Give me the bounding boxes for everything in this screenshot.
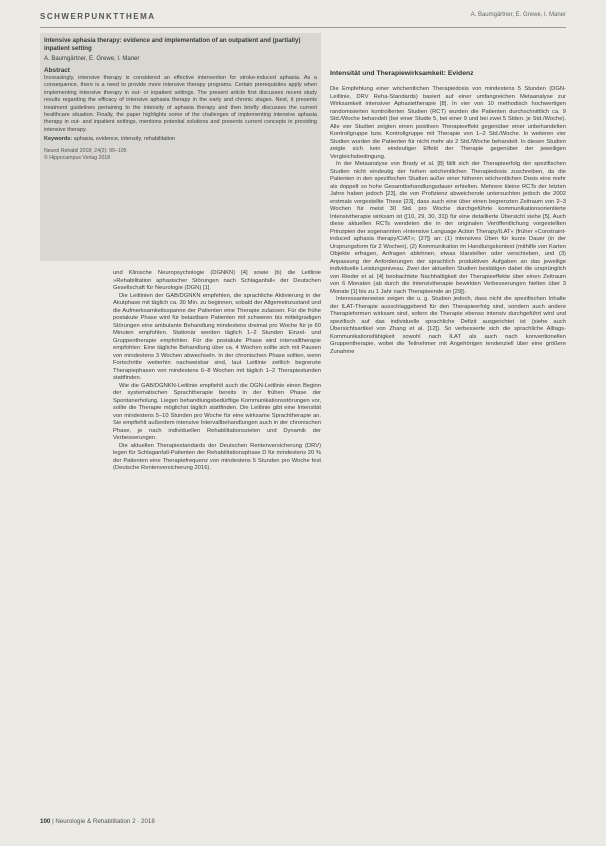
paragraph: Die Empfehlung einer wöchentlichen Therapiedosis von mindestens 5 Stunden (DGN-Leitlinie, DRV Reha-Standards) basiert auf einer umfangreichen Metaanalyse zur Wirksamkeit intensiver Aphasietherapie [8]. In vier von 10 methodisch hochwertigen randomisierten kontrollierten Studien (RCT) wurden die Patienten durchschnittlich ca. 9 Std./Woche behandelt (bei einer Studie 5, bei einer 9 und bei zwei 5 Stden. je Std./Woche). Alle vier Studien zeigten einen positiven Therapieeffekt gegenüber einer unbehandelten Kontrollgruppe bzw. Kontrollgruppe mit Therapie von 1–2 Std./Woche. In weiteren vier Studien wurden die Patienten für nicht mehr als 2 Std./Woche behandelt. In diesen Studien zeigte sich kein eindeutiger Effekt der Therapie gegenüber der jeweiligen Vergleichsbedingung. xyxy=(330,86,566,160)
paragraph: und Klinische Neuropsychologie (DGNKN) [4] sowie (b) die Leitlinie »Rehabilitation aphasischer Störungen nach Schlaganfall« der Deutschen Gesellschaft für Neurologie (DGN) [1]. xyxy=(113,270,321,291)
copyright: © Hippocampus Verlag 2018 xyxy=(44,154,111,161)
keywords-line xyxy=(44,136,317,143)
page-footer xyxy=(40,818,155,825)
right-body-column xyxy=(330,86,566,846)
citation-info xyxy=(44,148,317,162)
english-abstract-box xyxy=(40,33,321,261)
section-heading: Intensität und Therapiewirksamkeit: Evidenz xyxy=(330,70,474,77)
article-title-en: Intensive aphasia therapy: evidence and implementation of an outpatient and (partially) inpatient setting xyxy=(44,37,301,52)
running-authors: A. Baumgärtner, E. Grewe, I. Maner xyxy=(470,12,566,18)
page-header xyxy=(40,12,566,26)
paragraph: In der Metaanalyse von Brady et al. [8] fällt sich der Therapieerfolg der spezifischen Studien nicht eindeutig der hohen wöchentlichen Therapiedosis zuschreiben, da die Patienten in den spezifischen Studien außer einer höheren wöchentlichen Dosis eine mehr als doppelt so hohe Gesamtbehandlungsdauer erhielten. Mehrere kleine RCTs der letzten Jahre haben jedoch [23], die von Profizienz abweichende untersuchten jedoch die 2002 erstmals vorgestellte These [23], dass auch eine über einen begrenzten Zeitraum von 2–3 Wochen für meist 30 Std. pro Woche durchgeführte kommunikationsorientierte Intensivtherapie wirksam ist ([10, 29, 30, 31]) für eine detaillierte Übersicht siehe [5]. Auch diese aktuellen RCTs wendeten die in der originalen Veröffentlichung vorgestellten Prinzipien der sogenannten »Intensive Language Action Therapy/ILAT« (früher »Constraint-induced aphasia therapy/CIAT«; [27]) an: (1) intensives Üben für kurze Dauer (in der Ursprungsform für 2 Wochen), (2) Kommunikation im Handlungskontext (mithilfe von Karten Objekte erfragen, Anfragen ablehnen, etwas klarstellen oder verschieben, und (3) Anpassung der Anforderungen der sprachlich produktiven Aufgaben an das jeweilige individuelle Leistungsniveau. Zwei der aktuellen Studien bestätigen dabei die ursprünglich von Rieder et al. [4] beobachtete Nachhaltigkeit der Therapieeffekte über einen Zeitraum von 6 Monaten (ab durch die Intensivtherapie bewirkten Verbesserungen hielten über 3 Monate [1] bis zu 1 Jahr nach Therapieende an [29]). xyxy=(330,161,566,295)
paragraph: Interessanterweise zeigen die u. g. Studien jedoch, dass nicht die spezifischen Inhalte der ILAT-Therapie ausschlaggebend für den Therapieerfolg sind, sondern auch andere Therapieformen wirksam sind, sofern die Therapie ebenso intensiv durchgeführt wird und spezifisch auf das individuelle sprachliche Defizit ausgerichtet ist (siehe auch Übersichtsartikel von Zhang et al. [12]). So verbesserte sich die sprachliche Alltags-Kommunikationsfähigkeit sowohl nach ILAT als auch nach konventionellen Gruppentherapie, wobei die Teilnehmer mit Angehörigen tendenziell über eine größere Zunahme xyxy=(330,296,566,355)
left-body-column xyxy=(113,270,321,810)
abstract-heading: Abstract xyxy=(44,67,70,74)
article-authors: A. Baumgärtner, E. Grewe, I. Maner xyxy=(44,56,140,62)
keywords-label: Keywords: xyxy=(44,136,73,143)
paragraph: Die aktuellen Therapiestandards der Deutschen Rentenversicherung (DRV) legen für Schlaganfall-Patienten der Rehabilitationsphase D für mindestens 20 % der Patienten eine Therapiefrequenz von mindestens 5 Stunden pro Woche fest (Deutsche Rentenversicherung 2016). xyxy=(113,442,321,471)
paragraph: Wie die GAB/DGNKN-Leitlinie empfiehlt auch die DGN-Leitlinie einen Beginn der systematischen Sprachtherapie bereits in der frühen Phase der Spontanerholung. Liegen behandlungsbedürftige Kommunikationsstörungen vor, sollte die Therapie möglichst täglich stattfinden. Die Leitlinie gibt eine Intensität von mindestens 5–10 Stunden pro Woche für eine wirksame Sprachtherapie an. Sie empfiehlt außerdem intensive Intervallbehandlungen auch in der chronischen Phase, je nach individuellen Rehabilitationszielen und Dynamik der Verbesserungen. xyxy=(113,382,321,441)
keywords-text: aphasia, evidence, intensity, rehabilitation xyxy=(73,136,176,143)
header-rule xyxy=(40,27,566,28)
citation: Neurol Rehabil 2018; 24(2): 99–105 xyxy=(44,147,127,154)
page-number: 100 xyxy=(40,818,51,825)
section-tag: SCHWERPUNKTTHEMA xyxy=(40,12,156,21)
abstract-text: Increasingly, intensive therapy is considered an effective intervention for stroke-induced aphasia. As a consequence, there is a need to provide more intensive therapy programs. Certain prerequisites apply when implementing intensive therapy in out- or inpatient settings. The present article first discusses recent study results regarding the efficacy of intensive aphasia therapy in the early and chronic stages. Next, it presents treatment guidelines pertaining to the intensity of aphasia therapy and then briefly discusses the current healthcare situation. Finally, the paper highlights some of the challenges of implementing intensive aphasia therapy in out- and inpatient settings, mentions potential solutions and presents current concepts in providing intensive therapy. xyxy=(44,75,317,133)
paragraph: Die Leitlinien der GAB/DGNKN empfehlen, die sprachliche Aktivierung in der Akutphase mit täglich ca. 30 Min. zu beginnen, sobald der Allgemeinzustand und die Aufmerksamkeitsspanne der Patienten eine Therapie zulassen. Für die frühe postakute Phase wird für belastbare Patienten mit schweren bis mittelgradigen Störungen eine ambulante Behandlung mindestens dreimal pro Woche für je 60 Minuten empfohlen. Stationär werden täglich 1–2 Stunden Einzel- und Gruppentherapie empfohlen. Für die postakute Phase wird intervalltherapie empfohlen: Eine tägliche Behandlung über ca. 4 Wochen sollte sich mit Pausen von mindestens 3 Wochen abwechseln. In der chronischen Phase sollten, wenn Fortschritte weiterhin nachweisbar sind, laut Leitlinie zeitlich begrenzte Therapiephasen von mindestens 6–8 Wochen mit täglich 1–2 Therapiestunden stattfinden. xyxy=(113,292,321,381)
journal-name: | Neurologie & Rehabilitation 2 · 2018 xyxy=(52,818,155,825)
